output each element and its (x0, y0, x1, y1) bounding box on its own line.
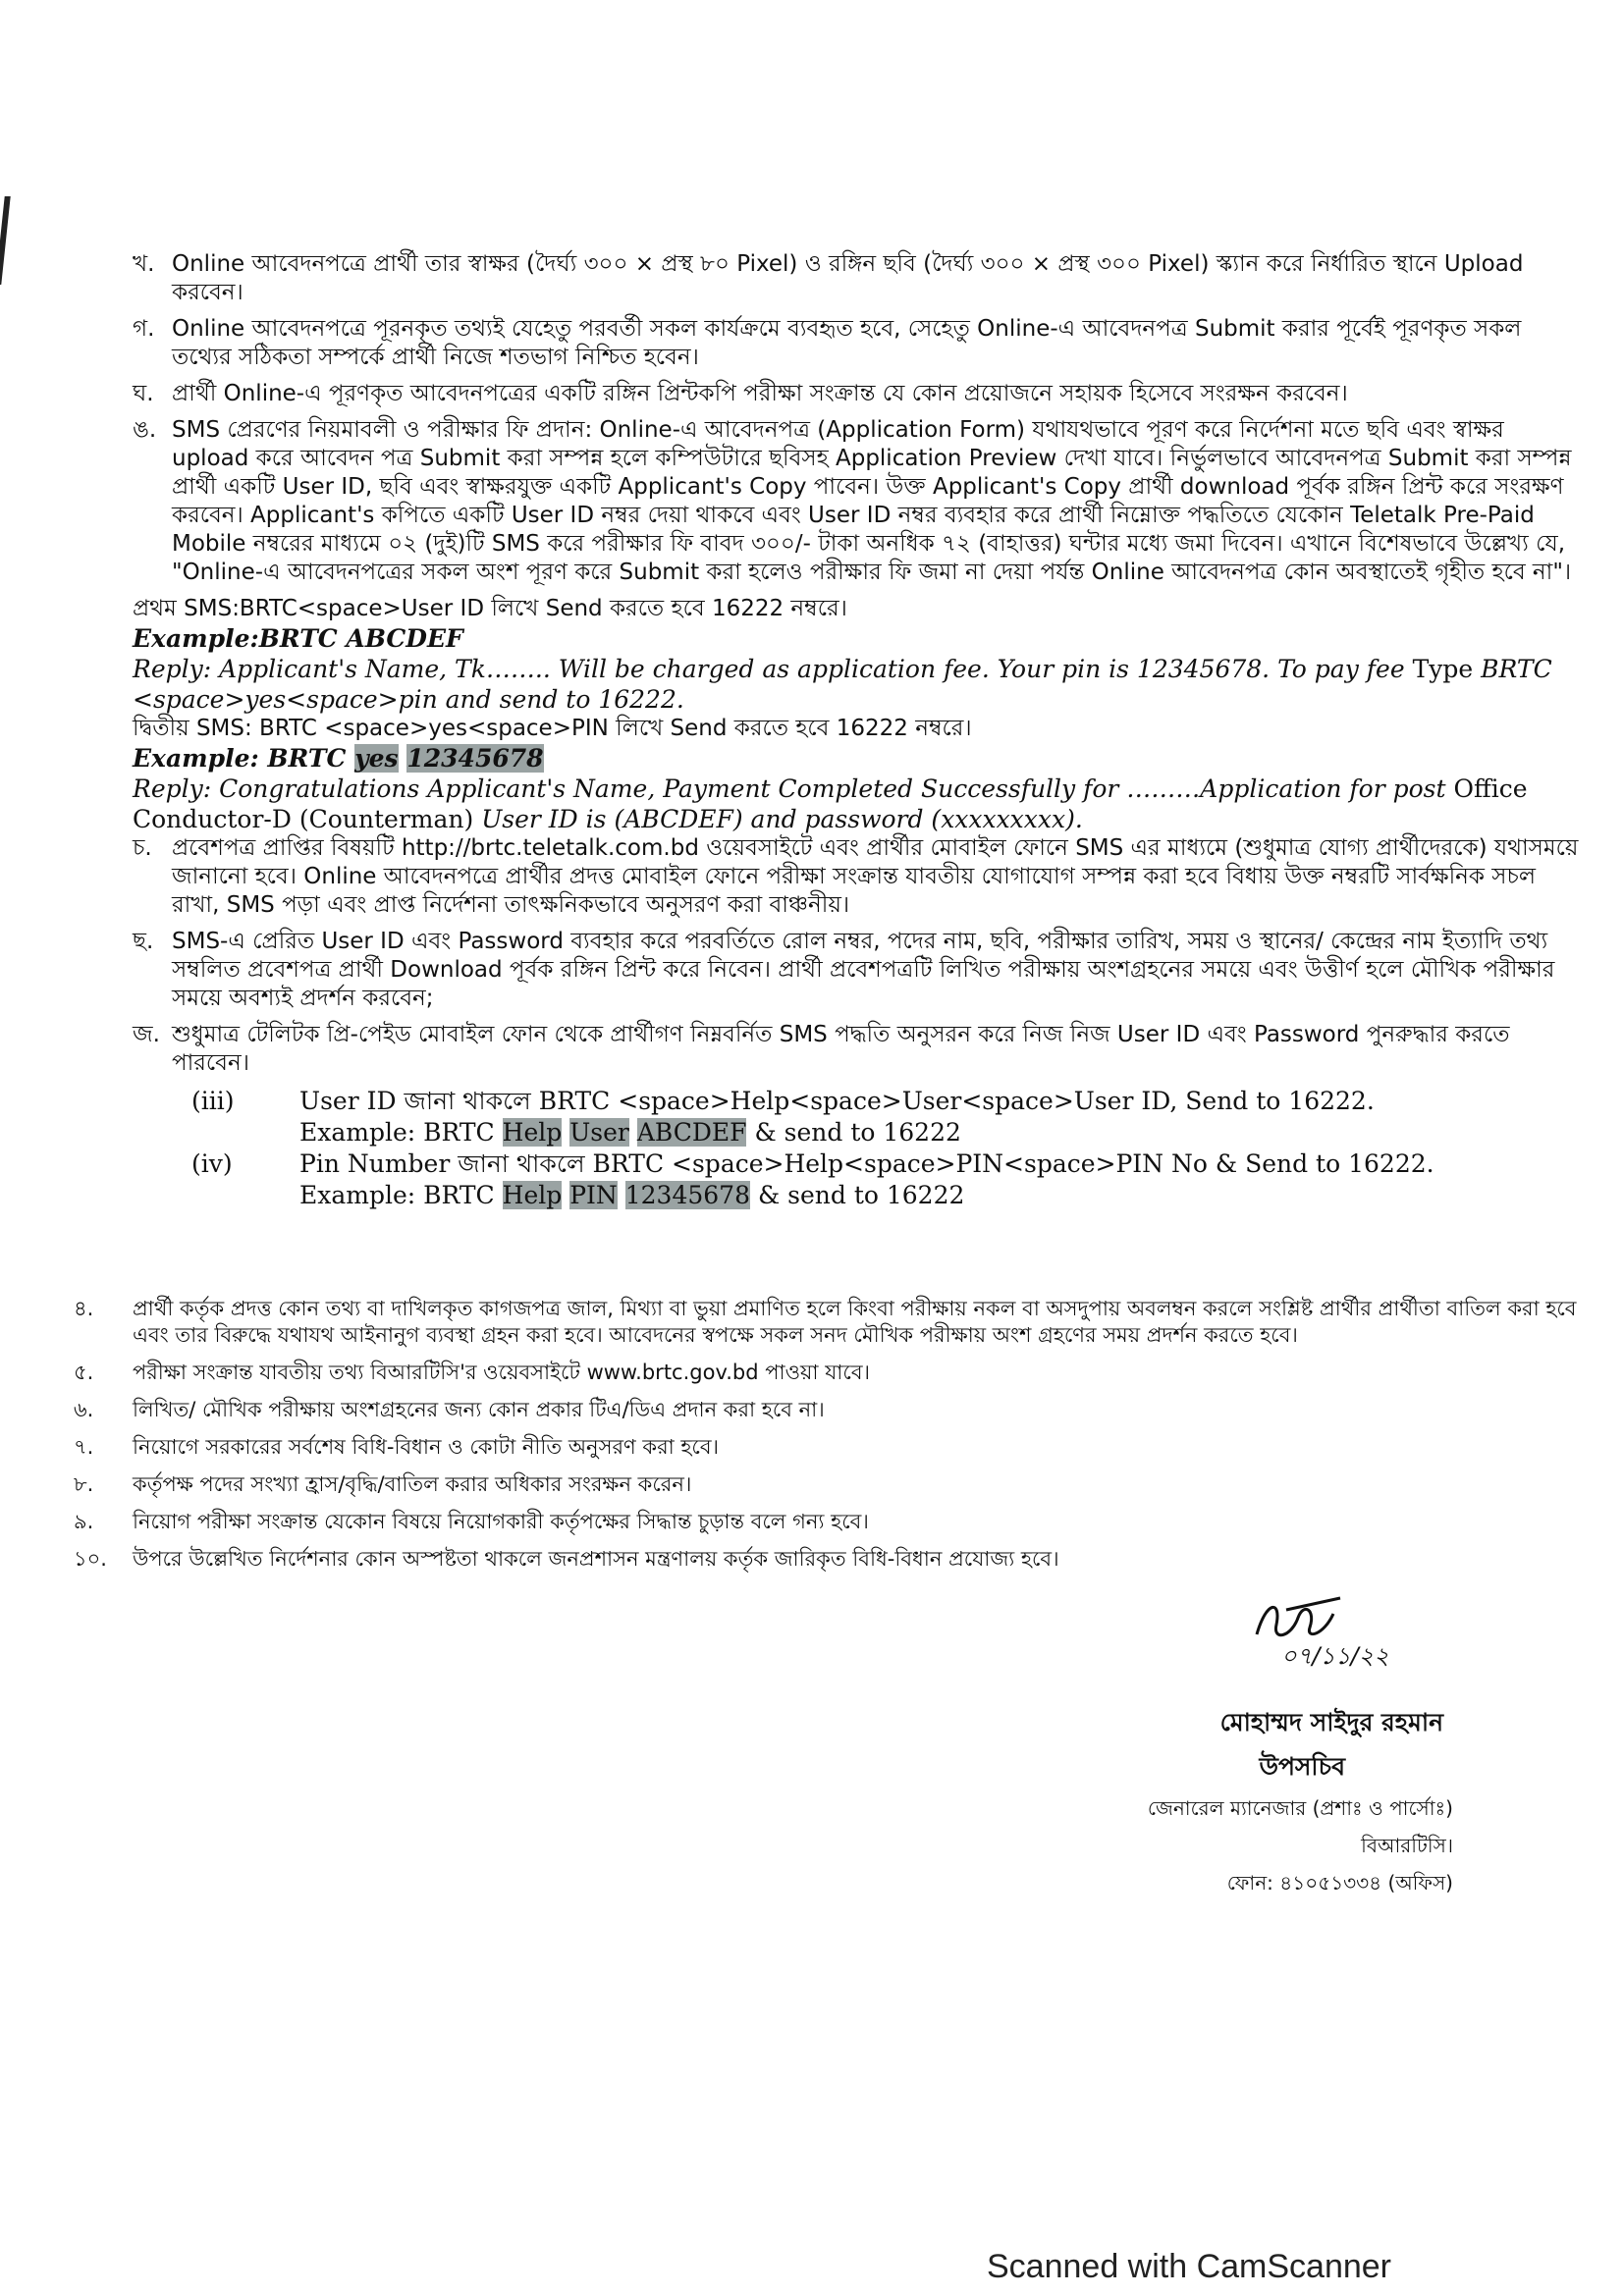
second-reply-post: Office Conductor-D (Counterman) (133, 774, 1528, 833)
item-cha (133, 834, 1586, 920)
recovery-example (299, 1117, 1375, 1148)
clause-number: ৭. (74, 1435, 94, 1459)
second-reply-label: Reply: (133, 774, 212, 803)
recovery-example (299, 1180, 1434, 1211)
second-example (133, 743, 1586, 774)
sms-instructions (133, 595, 1586, 834)
clause-text: উপরে উল্লেখিত নির্দেশনার কোন অস্পষ্টতা থাকলে জনপ্রশাসন মন্ত্রণালয় কর্তৃক জারিকৃত বিধি-বিধান প্রযোজ্য হবে। (133, 1547, 1059, 1571)
first-reply-type-text: BRTC <space>yes<space>pin and send to 16222. (133, 655, 1552, 714)
recovery-example-prefix: Example: BRTC (299, 1181, 495, 1209)
clause-10 (74, 1546, 1586, 1573)
second-example-label: Example: BRTC (133, 744, 347, 773)
item-marker: জ. (133, 1022, 160, 1047)
recovery-number: (iv) (191, 1149, 233, 1178)
item-text: শুধুমাত্র টেলিটক প্রি-পেইড মোবাইল ফোন থেকে প্রার্থীগণ নিম্নবর্নিত SMS পদ্ধতি অনুসরন করে নিজ নিজ User ID এবং Password পুনরুদ্ধার করতে পারবেন। (172, 1022, 1510, 1076)
clause-7 (74, 1434, 1586, 1461)
clause-8 (74, 1471, 1586, 1498)
second-reply-for-post: for post (1349, 774, 1446, 803)
clause-text: পরীক্ষা সংক্রান্ত যাবতীয় তথ্য বিআরটিসি'র ওয়েবসাইটে www.brtc.gov.bd পাওয়া যাবে। (133, 1361, 871, 1384)
recovery-example-number: 12345678 (624, 1181, 750, 1209)
item-chha (133, 928, 1586, 1013)
item-marker: খ. (133, 251, 155, 277)
item-gha (133, 380, 1586, 408)
signatory-phone: ফোন: ৪১০৫১৩৩৪ (অফিস) (1226, 1871, 1453, 1895)
first-example-value: ABCDEF (346, 624, 463, 653)
second-reply-tail: User ID is (ABCDEF) and password (xxxxxxxxx). (481, 805, 1083, 833)
recovery-pin (191, 1148, 1586, 1211)
recovery-example-suffix: & send to 16222 (754, 1118, 961, 1147)
scanner-watermark: Scanned with CamScanner (987, 2248, 1392, 2285)
item-text: Online আবেদনপত্রে প্রার্থী তার স্বাক্ষর (দৈর্ঘ্য ৩০০ × প্রস্থ ৮০ Pixel) ও রঙ্গিন ছবি (দৈর্ঘ্য ৩০০ × প্রস্থ ৩০০ Pixel) স্ক্যান করে নির্ধারিত স্থানে Upload করবেন। (172, 251, 1524, 305)
signatory-name: মোহাম্মদ সাইদুর রহমান (1219, 1708, 1443, 1736)
recovery-number: (iii) (191, 1087, 235, 1115)
clause-number: ৪. (74, 1297, 94, 1320)
item-marker: ঘ. (133, 381, 154, 406)
clause-number: ৮. (74, 1472, 94, 1496)
recovery-instructions (191, 1086, 1586, 1211)
item-marker: ছ. (133, 929, 154, 954)
second-example-yes: yes (354, 744, 399, 773)
first-reply-text: Applicant's Name, Tk…….. Will be charged as application fee. Your pin is 12345678. To pay fee (219, 655, 1405, 683)
clause-number: ৬. (74, 1398, 94, 1421)
recovery-line: User ID জানা থাকলে BRTC <space>Help<space>User<space>User ID, Send to 16222. (299, 1087, 1375, 1115)
first-example (133, 623, 1586, 654)
first-sms-line: প্রথম SMS:BRTC<space>User ID লিখে Send করতে হবে 16222 নম্বরে। (133, 596, 847, 621)
clause-text: নিয়োগ পরীক্ষা সংক্রান্ত যেকোন বিষয়ে নিয়োগকারী কর্তৃপক্ষের সিদ্ধান্ত চুড়ান্ত বলে গন্য হবে। (133, 1510, 869, 1533)
clause-number: ৯. (74, 1510, 94, 1533)
second-reply-text: Congratulations Applicant's Name, Payment Completed Successfully for ………Application (219, 774, 1342, 803)
numbered-clauses (74, 1296, 1586, 1583)
clause-9 (74, 1509, 1586, 1535)
item-marker: ঙ. (133, 417, 157, 443)
scan-page-edge (0, 196, 11, 285)
clause-5 (74, 1360, 1586, 1386)
item-text: SMS প্রেরণের নিয়মাবলী ও পরীক্ষার ফি প্রদান: Online-এ আবেদনপত্র (Application Form) যথাযথভাবে পূরণ করে নির্দেশনা মতে ছবি এবং স্বাক্ষর upload করে আবেদন পত্র Submit করা সম্পন্ন হলে কম্পিউটারে ছবিসহ Application Preview দেখা যাবে। নির্ভুলভাবে আবেদনপত্র Submit করা সম্পন্ন প্রার্থী একটি User ID, ছবি এবং স্বাক্ষরযুক্ত একটি Applicant's Copy পাবেন। উক্ত Applicant's Copy প্রার্থী download পূর্বক রঙ্গিন প্রিন্ট করে সংরক্ষণ করবেন। Applicant's কপিতে একটি User ID নম্বর দেয়া থাকবে এবং User ID নম্বর ব্যবহার করে প্রার্থী নিম্নোক্ত পদ্ধতিতে যেকোন Teletalk Pre-Paid Mobile নম্বরের মাধ্যমে ০২ (দুই)টি SMS করে পরীক্ষার ফি বাবদ ৩০০/- টাকা অনধিক ৭২ (বাহাত্তর) ঘন্টার মধ্যে জমা দিবেন। এখানে বিশেষভাবে উল্লেখ্য যে, "Online-এ আবেদনপত্রের সকল অংশ পূরণ করে Submit করা হলেও পরীক্ষার ফি জমা না দেয়া পর্যন্ত Online আবেদনপত্র কোন অবস্থাতেই গৃহীত হবে না"। (172, 417, 1572, 585)
item-kha (133, 250, 1586, 307)
item-marker: গ. (133, 316, 155, 342)
recovery-user-id (191, 1086, 1586, 1148)
recovery-example-prefix: Example: BRTC (299, 1118, 495, 1147)
item-ja (133, 1021, 1586, 1078)
item-text: প্রার্থী Online-এ পূরণকৃত আবেদনপত্রের একটি রঙ্গিন প্রিন্টকপি পরীক্ষা সংক্রান্ত যে কোন প্রয়োজনে সহায়ক হিসেবে সংরক্ষন করবেন। (172, 381, 1348, 406)
clause-text: লিখিত/ মৌখিক পরীক্ষায় অংশগ্রহনের জন্য কোন প্রকার টিএ/ডিএ প্রদান করা হবে না। (133, 1398, 825, 1421)
recovery-example-id: ABCDEF (636, 1118, 747, 1147)
first-reply (133, 654, 1586, 715)
clause-text: কর্তৃপক্ষ পদের সংখ্যা হ্রাস/বৃদ্ধি/বাতিল করার অধিকার সংরক্ষন করেন। (133, 1472, 692, 1496)
second-example-pin: 12345678 (406, 744, 544, 773)
handwritten-signature (1247, 1580, 1394, 1669)
item-ga (133, 315, 1586, 372)
item-marker: চ. (133, 835, 152, 861)
first-reply-label: Reply: (133, 655, 212, 683)
first-example-label: Example:BRTC (133, 624, 338, 653)
item-umo (133, 416, 1586, 587)
clause-number: ৫. (74, 1361, 94, 1384)
recovery-example-pin: PIN (569, 1181, 618, 1209)
recovery-example-suffix: & send to 16222 (757, 1181, 965, 1209)
clause-number: ১০. (74, 1547, 107, 1571)
instructions-block (133, 250, 1586, 1217)
item-text: Online আবেদনপত্রে পূরনকৃত তথ্যই যেহেতু পরবর্তী সকল কার্যক্রমে ব্যবহৃত হবে, সেহেতু Online-এ আবেদনপত্র Submit করার পূর্বেই পূরণকৃত সকল তথ্যের সঠিকতা সম্পর্কে প্রার্থী নিজে শতভাগ নিশ্চিত হবেন। (172, 316, 1522, 370)
recovery-example-user: User (569, 1118, 629, 1147)
clause-6 (74, 1397, 1586, 1423)
item-text: SMS-এ প্রেরিত User ID এবং Password ব্যবহার করে পরবর্তিতে রোল নম্বর, পদের নাম, ছবি, পরীক্ষার তারিখ, সময় ও স্থানের/ কেন্দ্রের নাম ইত্যাদি তথ্য সম্বলিত প্রবেশপত্র প্রার্থী Download পূর্বক রঙ্গিন প্রিন্ট করে নিবেন। প্রার্থী প্রবেশপত্রটি লিখিত পরীক্ষায় অংশগ্রহনের সময়ে এবং উত্তীর্ণ হলে মৌখিক পরীক্ষার সময়ে অবশ্যই প্রদর্শন করবেন; (172, 929, 1555, 1011)
clause-text: নিয়োগে সরকারের সর্বশেষ বিধি-বিধান ও কোটা নীতি অনুসরণ করা হবে। (133, 1435, 720, 1459)
signatory-title: উপসচিব (1259, 1752, 1345, 1781)
recovery-example-help: Help (502, 1181, 563, 1209)
recovery-example-help: Help (502, 1118, 563, 1147)
item-text: প্রবেশপত্র প্রাপ্তির বিষয়টি http://brtc.teletalk.com.bd ওয়েবসাইটে এবং প্রার্থীর মোবাইল ফোনে SMS এর মাধ্যমে (শুধুমাত্র যোগ্য প্রার্থীদেরকে) যথাসময়ে জানানো হবে। Online আবেদনপত্রে প্রার্থীর প্রদত্ত মোবাইল ফোনে পরীক্ষা সংক্রান্ত যাবতীয় যোগাযোগ সম্পন্ন করা হবে বিধায় উক্ত নম্বরটি সার্বক্ষনিক সচল রাখা, SMS পড়া এবং প্রাপ্ত নির্দেশনা তাৎক্ষনিকভাবে অনুসরণ করা বাঞ্চনীয়। (172, 835, 1579, 918)
clause-text: প্রার্থী কর্তৃক প্রদত্ত কোন তথ্য বা দাখিলকৃত কাগজপত্র জাল, মিথ্যা বা ভুয়া প্রমাণিত হলে কিংবা পরীক্ষায় নকল বা অসদুপায় অবলম্বন করলে সংশ্লিষ্ট প্রার্থীর প্রার্থীতা বাতিল করা হবে এবং তার বিরুদ্ধে যথাযথ আইনানুগ ব্যবস্থা গ্রহন করা হবে। আবেদনের স্বপক্ষে সকল সনদ মৌখিক পরীক্ষায় অংশ গ্রহণের সময় প্রদর্শন করতে হবে। (133, 1297, 1577, 1347)
recovery-line: Pin Number জানা থাকলে BRTC <space>Help<space>PIN<space>PIN No & Send to 16222. (299, 1149, 1434, 1178)
svg-text:০৭/১১/২২: ০৭/১১/২২ (1281, 1642, 1389, 1669)
first-reply-type-label: Type (1412, 655, 1474, 683)
clause-4 (74, 1296, 1586, 1349)
second-sms-line: দ্বিতীয় SMS: BRTC <space>yes<space>PIN লিখে Send করতে হবে 16222 নম্বরে। (133, 716, 972, 741)
signatory-organization: বিআরটিসি। (1361, 1834, 1453, 1857)
signatory-post: জেনারেল ম্যানেজার (প্রশাঃ ও পার্সোঃ) (1147, 1796, 1453, 1820)
second-reply (133, 774, 1586, 834)
